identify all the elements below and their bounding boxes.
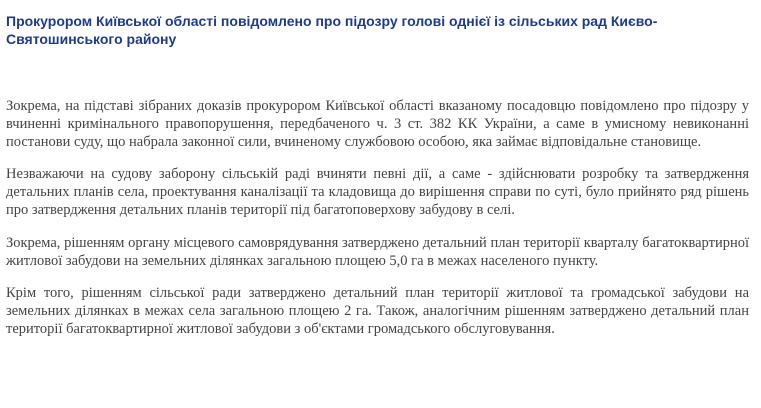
article-paragraph: Зокрема, на підставі зібраних доказів прокурором Київської області вказаному посадовцю повідомлено про підозру у вчиненні кримінального правопорушення, передбаченого ч. 3 ст. 382 КК України, а саме в умисному невиконанні постанови суду, що набрала законної сили, вчиненому службовою особою, яка займає відповідальне становище.: [6, 98, 749, 150]
article-body: [6, 98, 749, 339]
article-paragraph: Зокрема, рішенням органу місцевого самоврядування затверджено детальний план території кварталу багатоквартирної житлової забудови на земельних ділянках загальною площею 5,0 га в межах населеного пункту.: [6, 234, 749, 269]
article-title: Прокурором Київської області повідомлено про підозру голові однієї із сільських рад Києво-Святошинського району: [6, 13, 658, 47]
article-paragraph: Крім того, рішенням сільської ради затверджено детальний план території житлової та громадської забудови на земельних ділянках в межах села загальною площею 2 га. Також, аналогічним рішенням затверджено детальний план території багатоквартирної житлової забудови з об'єктами громадського обслуговування.: [6, 285, 749, 337]
article: [6, 0, 749, 354]
article-paragraph: Незважаючи на судову заборону сільській раді вчиняти певні дії, а саме - здійснювати розробку та затвердження детальних планів села, проектування каналізації та кладовища до вирішення справи по суті, було прийнято ряд рішень про затвердження детальних планів території під багатоповерхову забудову в селі.: [6, 166, 749, 218]
